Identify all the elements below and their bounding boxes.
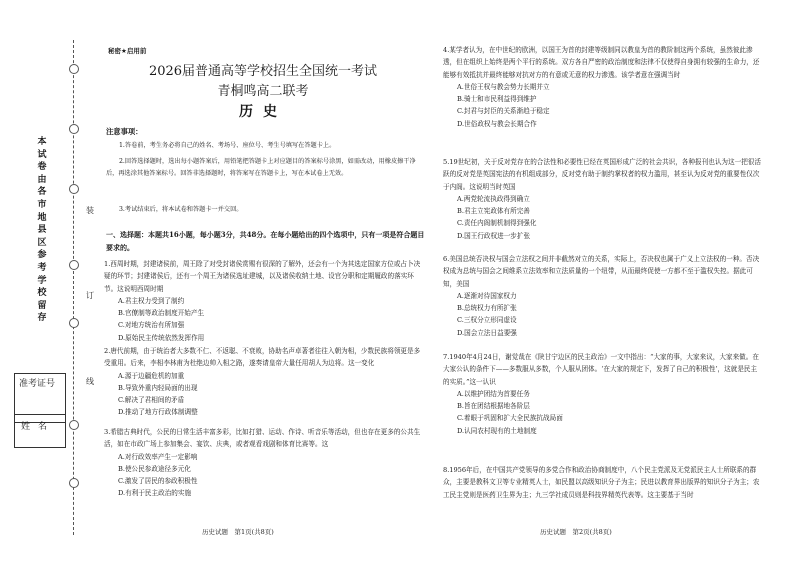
question-stem: 6.美国总统否决权与国会立法权之间并非截然对立的关系，实际上，否决权也属于广义上立法权的一种。否决权成为总统与国会之间维系立法效率和立法质量的一个纽带，从而最终促使一方都不至于滥权失控。据此可知，美国 (443, 255, 760, 288)
binding-hole (69, 318, 79, 328)
option-d: D.认同农村现有的土地制度 (457, 426, 537, 435)
name-label: 姓名 (21, 422, 56, 432)
question-8 (443, 464, 763, 501)
question-stem: 8.1956年后，在中国共产党领导的多党合作和政治协商制度中，八个民主党派及无党派民主人士所联系的群众，主要是教科文卫等专业精英人士，如民盟以高级知识分子为主；民进以教育界出版界的知识分子为主；农工民主党则是医药卫生界为主；九三学社成员则是科技界精英代表等。这主要基于当时 (443, 466, 760, 499)
page-footer-left: 历史试题 第1页(共8页) (202, 528, 274, 536)
option-d: D.推动了地方行政体制调整 (118, 408, 198, 417)
subject-title: 历史 (239, 104, 287, 120)
binding-cut-char-xian: 线 (86, 377, 94, 386)
option-d: D.有利于民主政治的实施 (118, 489, 192, 498)
option-a: A.世俗王权与教会势力长期并立 (457, 82, 550, 91)
binding-vertical-note: 本试卷由各市地县区参考学校留存 (37, 137, 47, 324)
question-stem: 5.19世纪初，关于反对党存在的合法性和必要性已经在英国形成广泛的社会共识，各种报刊也认为这一把很活跃的反对党是英国宪法的有机组成部分，反对党有助于制约掌权者的权力滥用，甚至认为反对党的重要性仅次于内阁。这说明当时英国 (443, 158, 761, 191)
option-b: B.官僚制等政治制度开始产生 (118, 309, 205, 318)
binding-hole (69, 478, 79, 488)
option-d: D.原始民主传统依然发挥作用 (118, 333, 205, 342)
option-c: C.封君与封臣的关系渐趋于稳定 (457, 107, 550, 116)
question-6 (443, 253, 763, 339)
exam-subtitle: 青桐鸣高二联考 (217, 84, 309, 99)
question-stem: 3.希腊古典时代，公民的日常生活丰富多彩，比如打猎、运动、作诗、听音乐等活动，但也存在更多的公共生活，如在市政广场上参加集会、宴饮、庆典，或者观看戏剧和体育比赛等。这 (104, 428, 421, 449)
option-d: D.世俗政权与教会长期合作 (457, 119, 537, 128)
question-7 (443, 351, 763, 437)
binding-hole (69, 124, 79, 134)
question-5 (443, 156, 763, 242)
name-box[interactable] (14, 414, 66, 448)
option-a: A.对行政效率产生一定影响 (118, 452, 198, 461)
option-c: C.三权分立形同虚设 (457, 316, 517, 325)
question-stem: 2.唐代前期，由于统治者大多数不仁、不返聪、不衰败，协助名声卓著者往往入朝为相，少数民族将领更是多受重用。后来，李相李林甫为杜绝边帅入相之路，遂奏请皇帝大量任用胡人为边将。这一变化 (104, 347, 421, 368)
option-b: B.君主立宪政体有所完善 (457, 207, 530, 216)
notice-item: 1.答卷前，考生务必将自己的姓名、考场号、座位号、考生号填写在答题卡上。 (119, 142, 336, 149)
option-a: A.君主权力受到了制约 (118, 296, 185, 305)
option-c: C.激发了居民的参政积极性 (118, 477, 198, 486)
question-1 (104, 258, 424, 344)
option-a: A.逐渐对待国家权力 (457, 291, 517, 300)
option-a: A.源于边疆危机的加重 (118, 371, 185, 380)
binding-hole (69, 260, 79, 270)
binding-dashed-line (73, 40, 74, 535)
option-c: C.着眼于巩固和扩大全民族抗战局面 (457, 414, 563, 423)
page-footer-right: 历史试题 第2页(共8页) (540, 528, 612, 536)
option-b: B.骑士和市民利益得到维护 (457, 95, 537, 104)
binding-hole (69, 184, 79, 194)
section-heading: 一、选择题：本题共16小题，每小题3分，共48分。在每小题给出的四个选项中，只有一项是符合题目要求的。 (106, 230, 425, 252)
exam-number-label: 准考证号 (19, 379, 56, 389)
option-b: B.总统权力有所扩张 (457, 304, 517, 313)
option-a: A.两党轮流执政得到确立 (457, 194, 530, 203)
question-4 (443, 44, 763, 130)
option-b: B.导致外重内轻局面的出现 (118, 383, 198, 392)
binding-cut-char-zhuang: 装 (86, 206, 94, 215)
binding-hole (69, 420, 79, 430)
option-d: D.国会立法日益要强 (457, 328, 517, 337)
option-d: D.国王行政权进一步扩张 (457, 231, 531, 240)
question-2 (104, 345, 424, 419)
notice-item: 3.考试结束后，将本试卷和答题卡一并交回。 (119, 206, 243, 213)
notice-heading: 注意事项： (106, 127, 143, 136)
option-c: C.解决了君相间的矛盾 (118, 396, 185, 405)
binding-hole (69, 64, 79, 74)
question-stem: 4.某学者认为，在中世纪的欧洲，以国王为首的封建等级制同以教皇为首的教阶制这两个系统，虽然彼此渗透，但在组织上始终是两个平行的系统。双方各自严密的政治制度和法律不仅使得自身拥有较强的生命力，还能够有效抵抗并最终能够对抗对方的有意或无意的权力渗透。该学者意在强调当时 (443, 46, 760, 79)
question-3 (104, 426, 424, 500)
secret-mark: 秘密★启用前 (108, 47, 147, 55)
option-c: C.责任内阁制机制得到强化 (457, 219, 537, 228)
binding-cut-char-ding: 订 (86, 291, 94, 300)
question-stem: 1.西周时期，封建诸侯前，周王除了对受封诸侯赏赐有很深的了解外，还会有一个为其选定国家方位或占卜决疑的环节；封建诸侯后，还有一个周王为诸侯选址建城，以及诸侯收纳土地、设官分职和定期履政的落实环节。这说明西周时期 (104, 260, 421, 293)
exam-title: 2026届普通高等学校招生全国统一考试 (148, 64, 378, 79)
notice-item: 2.回答选择题时，选出每小题答案后，用铅笔把答题卡上对应题目的答案标号涂黑，如需改动，用橡皮擦干净后，再选涂其他答案标号。回答非选择题时，将答案写在答题卡上，写在本试卷上无效。 (106, 158, 416, 177)
question-stem: 7.1940年4月24日，谢觉哉在《陕甘宁边区的民主政治》一文中指出：“大家的事，大家来议，大家来做。在大家公认的条件下——多数服从多数，个人服从团体。‘在大家的规定下，发挥了自己的积极性’，这就是民主的实质。”这一认识 (443, 353, 759, 386)
option-b: B.使公民参政途径多元化 (118, 464, 191, 473)
option-a: A.以维护团结为首要任务 (457, 389, 530, 398)
option-b: B.旨在团结根据地各阶层 (457, 402, 530, 411)
option-c: C.对地方统治有所加强 (118, 321, 185, 330)
